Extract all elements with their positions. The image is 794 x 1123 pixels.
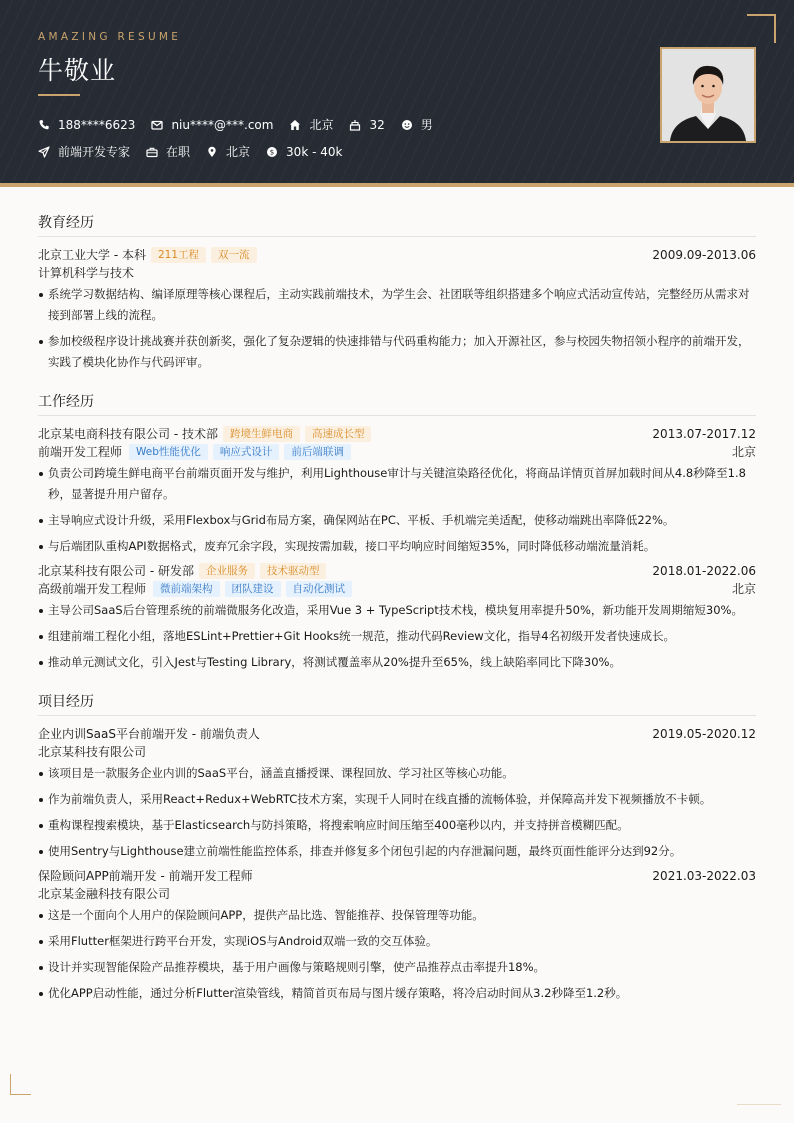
education-title: 教育经历 (38, 212, 756, 237)
job-bullets (38, 463, 756, 557)
position-name: 高级前端开发工程师 (38, 582, 147, 596)
gender-text: 男 (420, 118, 433, 132)
location-icon (206, 146, 218, 158)
project-company: 北京某科技有限公司 (38, 745, 147, 759)
target-position-text: 前端开发专家 (58, 145, 131, 159)
bullet-item: 重构课程搜索模块，基于Elasticsearch与防抖策略，将搜索响应时间压缩至400毫秒以内，并支持拼音模糊匹配。 (38, 815, 756, 836)
header-divider (0, 183, 794, 187)
bullet-item: 作为前端负责人，采用React+Redux+WebRTC技术方案，实现千人同时在线直播的流畅体验，并保障高并发下视频播放不卡顿。 (38, 789, 756, 810)
job-city: 北京 (731, 445, 756, 459)
bullet-item: 系统学习数据结构、编译原理等核心课程后，主动实践前端技术，为学生会、社团联等组织搭建多个响应式活动宣传站，完整经历从需求对接到部署上线的流程。 (38, 284, 756, 326)
age-text: 32 (369, 117, 385, 132)
bullet-item: 与后端团队重构API数据格式，废弃冗余字段，实现按需加载，接口平均响应时间缩短35%，同时降低移动端流量消耗。 (38, 536, 756, 557)
job-status-item (146, 143, 190, 160)
corner-decoration (10, 1074, 31, 1095)
bullet-item: 组建前端工程化小组，落地ESLint+Prettier+Git Hooks统一规范，推动代码Review文化，指导4名初级开发者快速成长。 (38, 626, 756, 647)
job-city: 北京 (731, 582, 756, 596)
project-bullets (38, 905, 756, 1004)
target-city-text: 北京 (226, 145, 251, 159)
phone-item (38, 118, 135, 132)
job-period: 2013.07-2017.12 (652, 427, 756, 441)
bullet-item: 设计并实现智能保险产品推荐模块，基于用户画像与策略规则引擎，使产品推荐点击率提升18%。 (38, 957, 756, 978)
bullet-item: 使用Sentry与Lighthouse建立前端性能监控体系，排查并修复多个闭包引起的内存泄漏问题，最终页面性能评分达到92分。 (38, 841, 756, 862)
project-entry (38, 867, 756, 1004)
send-icon (38, 146, 50, 158)
education-bullets (38, 284, 756, 373)
skill-tag: 自动化测试 (286, 581, 353, 597)
gender-icon (401, 119, 413, 131)
education-header-row (38, 246, 756, 264)
company-tag: 企业服务 (199, 563, 255, 579)
bullet-item: 主导公司SaaS后台管理系统的前端微服务化改造，采用Vue 3 + TypeScript技术栈，模块复用率提升50%，新功能开发周期缩短30%。 (38, 600, 756, 621)
major-name: 计算机科学与技术 (38, 266, 135, 280)
project-entry (38, 725, 756, 862)
project-period: 2019.05-2020.12 (652, 727, 756, 741)
skill-tag: 团队建设 (225, 581, 281, 597)
bullet-item: 推动单元测试文化，引入Jest与Testing Library，将测试覆盖率从20%提升至65%，线上缺陷率同比下降30%。 (38, 652, 756, 673)
phone-text: 188****6623 (58, 117, 136, 132)
job-header-row (38, 562, 756, 580)
job-status-text: 在职 (166, 145, 191, 159)
project-header-row (38, 867, 756, 885)
projects-section (38, 691, 756, 1004)
job-header-row (38, 425, 756, 443)
project-bullets (38, 763, 756, 862)
home-icon (289, 119, 301, 131)
brand-label: AMAZING RESUME (38, 31, 182, 43)
company-tag: 跨境生鲜电商 (223, 426, 300, 442)
job-bullets (38, 600, 756, 673)
project-name: 保险顾问APP前端开发 - 前端开发工程师 (38, 869, 253, 883)
name-underline (38, 94, 80, 96)
school-name: 北京工业大学 - 本科 (38, 248, 146, 262)
bullet-item: 采用Flutter框架进行跨平台开发，实现iOS与Android双端一致的交互体验。 (38, 931, 756, 952)
skill-tag: 前后端联调 (284, 444, 351, 460)
age-item (349, 118, 384, 132)
skill-tag: 响应式设计 (213, 444, 280, 460)
city-text: 北京 (309, 118, 334, 132)
company-name: 北京某科技有限公司 - 研发部 (38, 564, 194, 578)
company-name: 北京某电商科技有限公司 - 技术部 (38, 427, 218, 441)
profile-photo (660, 47, 756, 143)
major-row (38, 264, 756, 282)
work-section (38, 391, 756, 673)
bullet-item: 负责公司跨境生鲜电商平台前端页面开发与维护，利用Lighthouse审计与关键渲染路径优化，将商品详情页首屏加载时间从4.8秒降至1.8秒，显著提升用户留存。 (38, 463, 756, 505)
target-city-item (206, 143, 250, 160)
education-section (38, 212, 756, 373)
project-header-row (38, 725, 756, 743)
job-intent-row (38, 143, 358, 160)
company-tag: 高速成长型 (305, 426, 372, 442)
projects-title: 项目经历 (38, 691, 756, 716)
skill-tag: Web性能优化 (129, 444, 208, 460)
project-company-row (38, 885, 756, 903)
company-tag: 技术驱动型 (260, 563, 327, 579)
salary-item (266, 145, 342, 159)
contact-row (38, 116, 449, 133)
mail-icon (151, 119, 163, 131)
target-position-item (38, 143, 130, 160)
phone-icon (38, 119, 50, 131)
job-period: 2018.01-2022.06 (652, 564, 756, 578)
salary-text: 30k - 40k (286, 144, 343, 159)
bullet-item: 该项目是一款服务企业内训的SaaS平台，涵盖直播授课、课程回放、学习社区等核心功能。 (38, 763, 756, 784)
cake-icon (349, 119, 361, 131)
job-entry (38, 562, 756, 673)
candidate-name: 牛敬业 (38, 56, 117, 85)
education-entry (38, 246, 756, 373)
bullet-item: 参加校级程序设计挑战赛并获创新奖，强化了复杂逻辑的快速排错与代码重构能力；加入开源社区，参与校园失物招领小程序的前端开发，实践了模块化协作与代码评审。 (38, 331, 756, 373)
position-name: 前端开发工程师 (38, 445, 123, 459)
bullet-item: 这是一个面向个人用户的保险顾问APP，提供产品比选、智能推荐、投保管理等功能。 (38, 905, 756, 926)
corner-decoration (747, 14, 776, 43)
project-name: 企业内训SaaS平台前端开发 - 前端负责人 (38, 727, 260, 741)
work-title: 工作经历 (38, 391, 756, 416)
project-company-row (38, 743, 756, 761)
school-tag: 211工程 (151, 247, 206, 263)
resume-header (0, 0, 794, 183)
resume-body (38, 212, 756, 1022)
footer-line (737, 1104, 781, 1105)
skill-tag: 微前端架构 (153, 581, 220, 597)
project-company: 北京某金融科技有限公司 (38, 887, 171, 901)
bullet-item: 优化APP启动性能，通过分析Flutter渲染管线，精简首页布局与图片缓存策略，将冷启动时间从3.2秒降至1.2秒。 (38, 983, 756, 1004)
bullet-item: 主导响应式设计升级，采用Flexbox与Grid布局方案，确保网站在PC、平板、手机端完美适配，使移动端跳出率降低22%。 (38, 510, 756, 531)
email-item (151, 118, 273, 132)
svg-text:$: $ (269, 148, 275, 157)
education-period: 2009.09-2013.06 (652, 248, 756, 262)
job-entry (38, 425, 756, 557)
gender-item (401, 116, 433, 133)
project-period: 2021.03-2022.03 (652, 869, 756, 883)
briefcase-icon (146, 146, 158, 158)
position-row (38, 580, 756, 598)
email-text: niu****@***.com (171, 117, 274, 132)
salary-icon (266, 146, 278, 158)
school-tag: 双一流 (211, 247, 257, 263)
position-row (38, 443, 756, 461)
city-item (289, 116, 333, 133)
